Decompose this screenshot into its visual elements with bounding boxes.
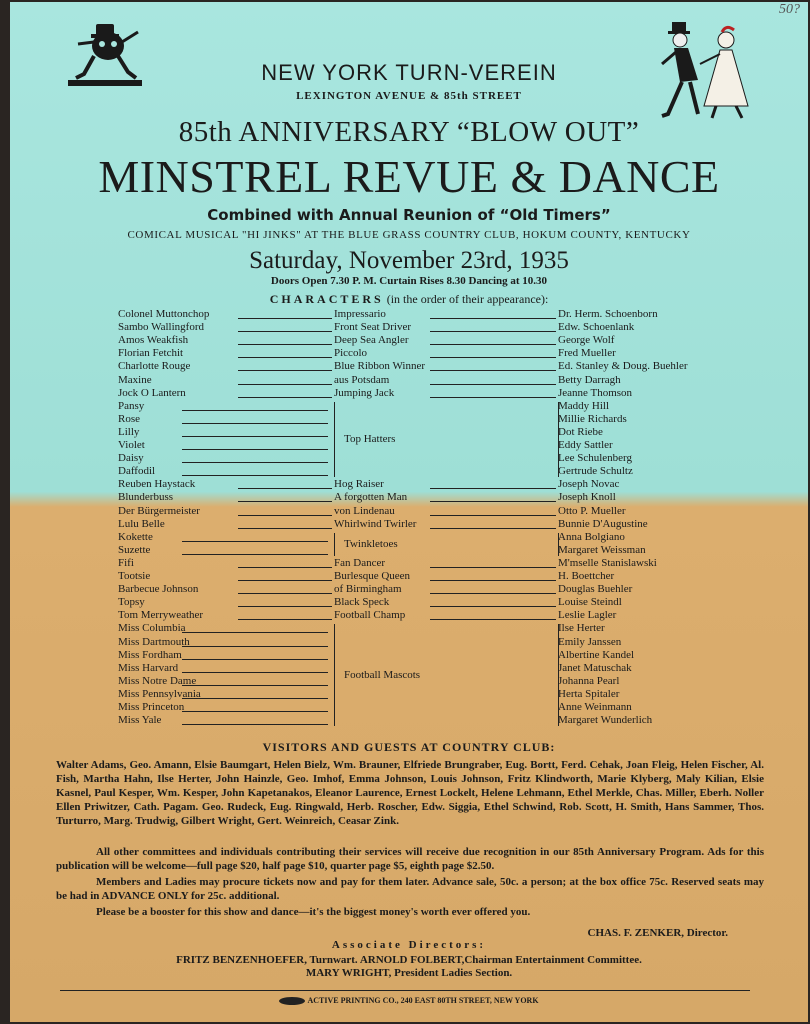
role-name: Black Speck [334, 596, 390, 609]
actor-name: Betty Darragh [558, 373, 621, 386]
event-subtitle: Combined with Annual Reunion of “Old Timers” [207, 206, 611, 224]
footer-rule [60, 990, 750, 991]
actor-name: Albertine Kandel [558, 648, 635, 661]
actor-name: Ilse Herter [558, 622, 605, 635]
leader-line [430, 318, 556, 319]
actor-name: Maddy Hill [558, 399, 610, 412]
actor-name: H. Boettcher [558, 570, 615, 582]
actor-name: Janet Matuschak [558, 661, 632, 674]
leader-line [238, 331, 332, 332]
leader-line [238, 397, 332, 398]
leader-line [182, 646, 328, 647]
character-name: Miss Princeton [118, 701, 185, 713]
actor-name: Eddy Sattler [558, 439, 613, 451]
group-role: Top Hatters [344, 433, 396, 445]
actor-name: Anna Bolgiano [558, 530, 625, 543]
leader-line [430, 515, 556, 516]
organization-name: NEW YORK TURN-VEREIN [261, 60, 557, 85]
character-name: Florian Fetchit [118, 347, 184, 360]
actor-name: Dr. Herm. Schoenborn [558, 308, 658, 320]
group-bracket [558, 402, 565, 478]
character-name: Sambo Wallingford [118, 321, 204, 334]
actor-name: Margaret Wunderlich [558, 714, 653, 727]
leader-line [430, 344, 556, 345]
actor-name: Otto P. Mueller [558, 504, 626, 517]
actor-name: Lee Schulenberg [558, 452, 633, 465]
character-name: Tootsie [118, 570, 151, 582]
printer-credit [10, 996, 808, 1005]
actor-name: Joseph Novac [558, 478, 620, 491]
associate-directors-line: FRITZ BENZENHOEFER, Turnwart. ARNOLD FOLBERT,Chairman Entertainment Committee. [176, 954, 642, 966]
character-name: Miss Pennsylvania [118, 687, 201, 700]
character-name: Daisy [118, 452, 144, 465]
role-name: Deep Sea Angler [334, 334, 409, 347]
actor-name: Douglas Buehler [558, 583, 633, 596]
leader-line [430, 593, 556, 594]
event-date: Saturday, November 23rd, 1935 [249, 247, 569, 274]
characters-heading [10, 292, 808, 307]
leader-line [430, 488, 556, 489]
role-name: of Birmingham [334, 583, 402, 596]
actor-name: M'mselle Stanislawski [558, 556, 657, 569]
role-name: Impressario [334, 308, 386, 320]
committees-note: All other committees and individuals contributing their services will receive due recognition in our 85th Anniversary Program. Ads for this publication will be welcome—full page $20, half page $10, quarter page $5, eighth page $2.50. [56, 846, 764, 872]
group-role: Twinkletoes [344, 537, 398, 550]
actor-name: Bunnie D'Augustine [558, 517, 648, 530]
character-name: Miss Columbia [118, 622, 186, 635]
actor-name: Millie Richards [558, 412, 627, 425]
leader-line [182, 410, 328, 411]
leader-line [238, 370, 332, 371]
character-name: Fifi [118, 556, 134, 569]
associate-directors-heading: Associate Directors: [331, 939, 487, 951]
actor-name: George Wolf [558, 334, 615, 347]
group-role: Football Mascots [344, 668, 421, 681]
character-name: Miss Fordham [118, 648, 182, 661]
character-name: Barbecue Johnson [118, 583, 199, 596]
actor-name: Louise Steindl [558, 596, 622, 609]
role-name: Blue Ribbon Winner [334, 360, 426, 373]
group-bracket [328, 624, 335, 726]
group-bracket [328, 533, 335, 556]
leader-line [182, 449, 328, 450]
character-name: Jock O Lantern [118, 386, 186, 399]
actor-name: Jeanne Thomson [558, 386, 633, 399]
leader-line [182, 632, 328, 633]
leader-line [238, 384, 332, 385]
leader-line [182, 685, 328, 686]
actor-name: Leslie Lagler [558, 609, 617, 622]
character-name: Charlotte Rouge [118, 360, 191, 373]
leader-line [182, 554, 328, 555]
leader-line [238, 318, 332, 319]
character-name: Miss Dartmouth [118, 635, 190, 648]
role-name: aus Potsdam [334, 373, 390, 386]
leader-line [430, 567, 556, 568]
flyer-sheet [10, 2, 808, 1022]
leader-line [430, 528, 556, 529]
director-signature: CHAS. F. ZENKER, Director. [587, 927, 728, 939]
character-name: Lilly [118, 425, 140, 438]
actor-name: Gertrude Schultz [558, 465, 633, 478]
characters-note: (in the order of their appearance): [386, 292, 549, 306]
leader-line [430, 619, 556, 620]
character-name: Tom Merryweather [118, 609, 204, 622]
leader-line [238, 515, 332, 516]
character-name: Reuben Haystack [118, 478, 196, 491]
ladies-section-line: MARY WRIGHT, President Ladies Section. [305, 967, 513, 979]
character-name: Blunderbuss [118, 491, 173, 504]
role-name: Whirlwind Twirler [334, 517, 417, 530]
role-name: Hog Raiser [334, 478, 384, 491]
character-name: Colonel Muttonchop [118, 308, 210, 320]
leader-line [238, 357, 332, 358]
leader-line [238, 619, 332, 620]
character-name: Pansy [118, 399, 145, 412]
character-name: Miss Harvard [118, 661, 179, 674]
leader-line [182, 423, 328, 424]
actor-name: Edw. Schoenlank [558, 321, 635, 334]
event-title: MINSTREL REVUE & DANCE [98, 151, 720, 202]
printer-name: ACTIVE PRINTING CO., 240 EAST 80TH STREET, NEW YORK [307, 996, 539, 1005]
leader-line [430, 580, 556, 581]
leader-line [182, 711, 328, 712]
leader-line [238, 344, 332, 345]
actor-name: Anne Weinmann [558, 701, 632, 713]
group-bracket [328, 402, 335, 478]
leader-line [182, 436, 328, 437]
role-name: Jumping Jack [334, 386, 395, 399]
actor-name: Joseph Knoll [558, 491, 616, 504]
character-name: Kokette [118, 530, 153, 543]
actor-name: Herta Spitaler [558, 687, 620, 700]
role-name: Burlesque Queen [334, 570, 411, 582]
leader-line [238, 488, 332, 489]
role-name: A forgotten Man [334, 491, 408, 504]
leader-line [238, 567, 332, 568]
character-name: Daffodil [118, 465, 156, 478]
visitors-list: Walter Adams, Geo. Amann, Elsie Baumgart, Helen Bielz, Wm. Brauner, Elfriede Brungraber, Eug. Bortt, Ferd. Cehak, Joan Fleig, Helen Fischer, Al. Fish, Martha Hahn, Ilse Herter, John Hainzle, Geo. Imhof, Emma Johnson, Louis Johnson, Fritz Klindworth, Marie Klyberg, Maly Kilian, Elsie Kasnel, Paul Kesper, Wm. Kesper, John Kapetanakos, Eleanor Laurence, Ernest Lockelt, Helene Lehmann, Ethel Merkle, Chas. Miller, Eberh. Noller Ellen Priwitzer, Cath. Pagam. Geo. Rudeck, Eug. Ringwald, Herb. Roscher, Edw. Siggia, Ethel Schwind, Rob. Scott, H. Smith, Hans Sammer, Thos. Turturro, Marg. Trudwig, Gilbert Wright, Gert. Weinreich, Ceasar Zink. [56, 759, 764, 827]
leader-line [182, 462, 328, 463]
tickets-note: Members and Ladies may procure tickets now and pay for them later. Advance sale, 50c. a person; at the box office 75c. Reserved seats may be had in ADVANCE ONLY for 25c. additional. [56, 876, 764, 902]
handwritten-number: 50? [779, 2, 800, 17]
leader-line [430, 357, 556, 358]
actor-name: Ed. Stanley & Doug. Buehler [558, 360, 688, 373]
leader-line [238, 528, 332, 529]
leader-line [182, 724, 328, 725]
group-bracket [558, 533, 565, 556]
visitors-heading: VISITORS AND GUESTS AT COUNTRY CLUB: [262, 740, 556, 754]
character-name: Suzette [118, 543, 151, 556]
character-name: Lulu Belle [118, 517, 165, 530]
anniversary-heading: 85th ANNIVERSARY “BLOW OUT” [178, 116, 640, 148]
character-name: Miss Notre Dame [118, 674, 197, 687]
actor-name: Johanna Pearl [558, 674, 620, 687]
character-name: Rose [118, 412, 140, 425]
event-times: Doors Open 7.30 P. M. Curtain Rises 8.30 Dancing at 10.30 [270, 275, 548, 287]
actor-name: Margaret Weissman [558, 543, 646, 556]
actor-name: Dot Riebe [558, 425, 603, 438]
role-name: Piccolo [334, 347, 367, 360]
leader-line [182, 698, 328, 699]
leader-line [238, 606, 332, 607]
leader-line [182, 475, 328, 476]
character-name: Topsy [118, 596, 145, 609]
leader-line [182, 672, 328, 673]
leader-line [182, 659, 328, 660]
actor-name: Emily Janssen [558, 635, 622, 648]
role-name: Fan Dancer [334, 556, 386, 569]
role-name: von Lindenau [334, 504, 395, 517]
leader-line [238, 593, 332, 594]
character-name: Amos Weakfish [118, 334, 189, 347]
booster-note: Please be a booster for this show and dance—it's the biggest money's worth ever offered you. [96, 906, 531, 918]
leader-line [430, 370, 556, 371]
leader-line [430, 501, 556, 502]
characters-label: CHARACTERS [269, 292, 384, 306]
leader-line [238, 580, 332, 581]
leader-line [238, 501, 332, 502]
leader-line [182, 541, 328, 542]
character-name: Maxine [118, 373, 152, 386]
leader-line [430, 384, 556, 385]
event-setting: COMICAL MUSICAL "HI JINKS" AT THE BLUE GRASS COUNTRY CLUB, HOKUM COUNTY, KENTUCKY [127, 229, 691, 241]
group-bracket [558, 624, 565, 726]
character-name: Miss Yale [118, 714, 162, 727]
role-name: Football Champ [334, 609, 406, 622]
role-name: Front Seat Driver [334, 321, 411, 334]
actor-name: Fred Mueller [558, 347, 616, 360]
leader-line [430, 331, 556, 332]
character-name: Der Bürgermeister [118, 504, 200, 517]
printer-leaf-icon [279, 997, 305, 1005]
leader-line [430, 397, 556, 398]
character-name: Violet [118, 439, 145, 451]
organization-address: LEXINGTON AVENUE & 85th STREET [296, 90, 522, 102]
leader-line [430, 606, 556, 607]
